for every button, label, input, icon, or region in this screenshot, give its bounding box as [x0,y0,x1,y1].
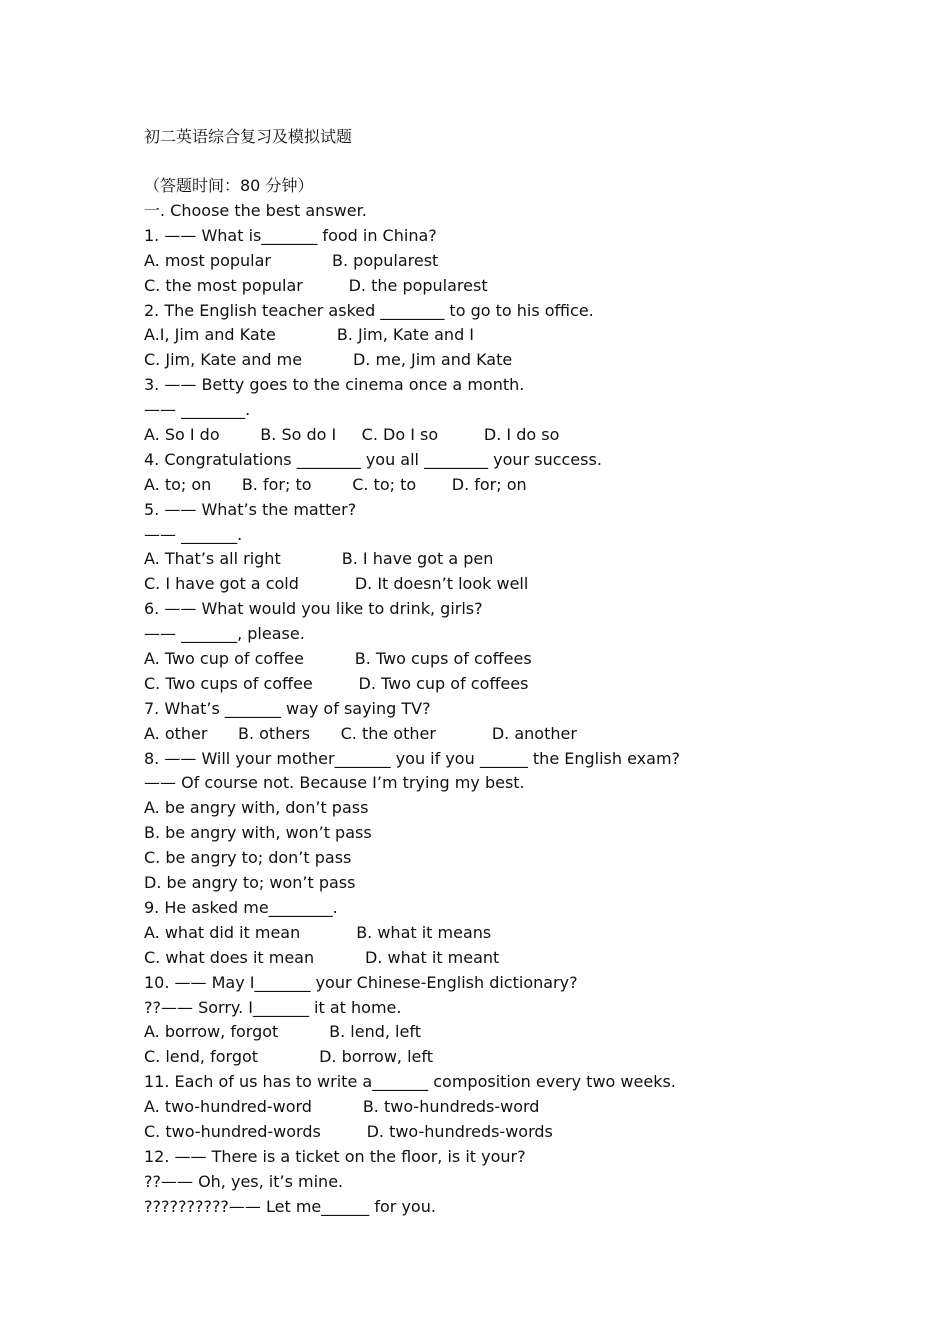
text-line: C. lend, forgot D. borrow, left [144,1047,433,1067]
text-line: C. two-hundred-words D. two-hundreds-words [144,1121,553,1141]
text-line: 12. —— There is a ticket on the floor, is it your? [144,1146,526,1166]
text-line: 3. —— Betty goes to the cinema once a month. [144,375,525,395]
text-line: 9. He asked me________. [144,897,338,917]
text-line: 一. Choose the best answer. [144,201,367,220]
text-line: A. Two cup of coffee B. Two cups of coffees [144,649,532,669]
text-line: C. what does it mean D. what it meant [144,947,500,967]
text-line: A. two-hundred-word B. two-hundreds-word [144,1097,540,1117]
text-line: —— Of course not. Because I’m trying my best. [144,773,525,793]
text-line: A. So I do B. So do I C. Do I so D. I do so [144,425,560,445]
text-line: A. most popular B. popularest [144,250,439,270]
text-line: A. other B. others C. the other D. another [144,723,577,743]
text-line: C. the most popular D. the popularest [144,275,488,295]
text-line: 10. —— May I_______ your Chinese-English dictionary? [144,972,578,992]
text-line: A.I, Jim and Kate B. Jim, Kate and I [144,325,475,345]
text-line: C. I have got a cold D. It doesn’t look well [144,574,529,594]
text-line: 4. Congratulations ________ you all ________ your success. [144,449,602,469]
text-line: 5. —— What’s the matter? [144,499,357,519]
question-list [144,199,864,1220]
text-line: C. be angry to; don’t pass [144,848,352,868]
text-line: A. to; on B. for; to C. to; to D. for; on [144,474,527,494]
text-line: ??—— Sorry. I_______ it at home. [144,997,402,1017]
text-line: ??????????—— Let me______ for you. [144,1196,436,1216]
text-line: A. borrow, forgot B. lend, left [144,1022,421,1042]
text-line: —— _______, please. [144,624,305,644]
text-line: —— _______. [144,524,243,544]
text-line: B. be angry with, won’t pass [144,823,372,843]
text-line: C. Two cups of coffee D. Two cup of coffees [144,673,529,693]
text-line: 7. What’s _______ way of saying TV? [144,698,431,718]
text-line: A. what did it mean B. what it means [144,922,492,942]
document-title: 初二英语综合复习及模拟试题 [144,127,353,146]
text-line: 2. The English teacher asked ________ to go to his office. [144,300,594,320]
text-line: 8. —— Will your mother_______ you if you ______ the English exam? [144,748,681,768]
text-line: —— ________. [144,400,251,420]
text-line: A. be angry with, don’t pass [144,798,369,818]
time-note: （答题时间：80 分钟） [144,176,314,195]
text-line: 1. —— What is_______ food in China? [144,225,437,245]
text-line: C. Jim, Kate and me D. me, Jim and Kate [144,350,513,370]
text-line: ??—— Oh, yes, it’s mine. [144,1171,344,1191]
text-line: 11. Each of us has to write a_______ composition every two weeks. [144,1072,676,1092]
text-line: A. That’s all right B. I have got a pen [144,549,494,569]
text-line: 6. —— What would you like to drink, girls? [144,599,483,619]
text-line: D. be angry to; won’t pass [144,873,356,893]
